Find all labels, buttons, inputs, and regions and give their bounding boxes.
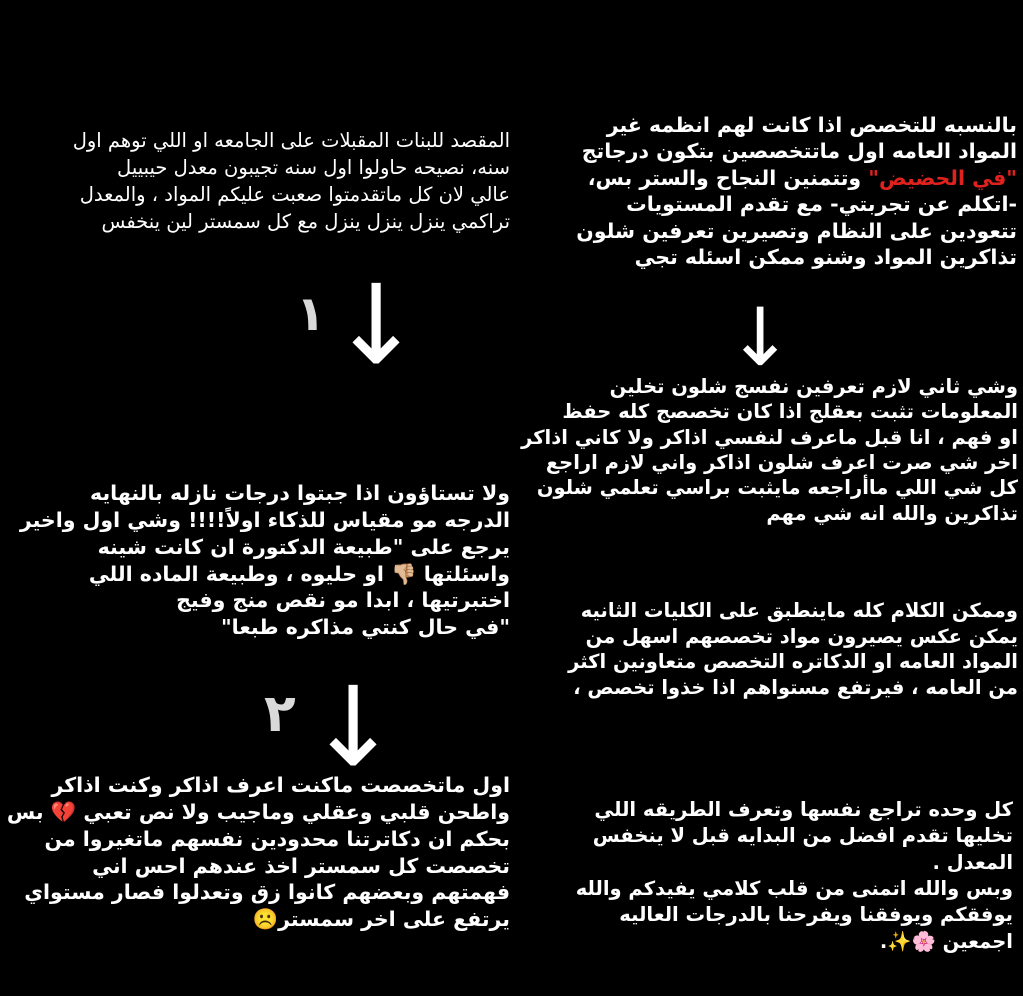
step-number-2: ٢	[264, 684, 296, 744]
text-line: "في حال كنتي مذاكره طبعا"	[220, 615, 510, 640]
text-line: بالنسبه للتخصص اذا كانت لهم انظمه غير	[606, 113, 1017, 137]
text-line: وممكن الكلام كله ماينطبق على الكليات الثانيه	[580, 599, 1018, 622]
text-line: يمكن عكس يصيرون مواد تخصصهم اسهل من	[585, 624, 1018, 648]
text-line: المواد العامه اول ماتتخصصين بتكون درجاتج	[581, 139, 1017, 164]
text-line: كل شي اللي ماأراجعه مايثبت براسي تعلمي شلون	[536, 476, 1018, 500]
text-line: ولا تستاؤون اذا جبتوا درجات نازله بالنهايه	[90, 481, 510, 505]
down-arrow-icon: ↓	[330, 261, 423, 389]
text-line: كل وحده تراجع نفسها وتعرف الطريقه اللي	[594, 798, 1013, 821]
left-intro-text	[5, 128, 510, 236]
highlight-text: "في الحضيض"	[868, 165, 1017, 190]
text-line: او فهم ، انا قبل ماعرف لنفسي اذاكر ولا كاني اذاكر	[521, 425, 1018, 449]
text-line: واسئلتها 👎🏼 او حليوه ، وطبيعة الماده اللي	[88, 561, 510, 586]
text-line: المعدل .	[932, 850, 1013, 874]
text-line: اول ماتخصصت ماكنت اعرف اذاكر وكنت اذاكر	[51, 773, 510, 797]
text-line: يوفقكم ويوفقنا ويفرحنا بالدرجات العاليه	[619, 903, 1013, 927]
text-line: من العامه ، فيرتفع مستواهم اذا خذوا تخصص ،	[573, 676, 1018, 700]
text-line: الدرجه مو مقياس للذكاء اولاً!!!! وشي اول واخير	[19, 507, 510, 532]
text-line: وبس والله اتمنى من قلب كلامي يفيدكم والله	[575, 876, 1013, 900]
text-line: واطحن قلبي وعقلي وماجيب ولا نص تعبي 💔 بس	[6, 799, 510, 824]
text-line: المواد العامه او الدكاتره التخصص متعاونين اكثر	[568, 650, 1018, 674]
text-line: تخصصت كل سمستر اخذ عندهم احس اني	[92, 853, 510, 878]
text-line: اجمعين 🌸✨.	[879, 929, 1013, 953]
right-third-text	[518, 598, 1018, 701]
text-line: يرتفع على اخر سمستر☹️	[252, 907, 510, 932]
text-line: تخليها تقدم افضل من البدايه قبل لا ينخفس	[592, 824, 1013, 848]
text-line: بحكم ان دكاترتنا محدودين نفسهم ماتغيروا من	[44, 826, 510, 851]
text-line: تذاكرين المواد وشنو ممكن اسئله تجي	[634, 245, 1017, 270]
left-bottom-text	[6, 772, 510, 933]
text-line: المقصد للبنات المقبلات على الجامعه او اللي توهم اول	[72, 129, 510, 152]
text-line: تذاكرين والله انه شي مهم	[766, 501, 1018, 525]
text-line: المعلومات تثبت بعقلج اذا كان تخصصج كله حفظ	[562, 400, 1018, 424]
text-line: اخر شي صرت اعرف شلون اذاكر واني لازم اراجع	[545, 451, 1018, 475]
text-line: يرجع على "طبيعة الدكتورة ان كانت شينه	[97, 534, 510, 559]
text-line: -اتكلم عن تجربتي- مع تقدم المستويات	[626, 192, 1017, 217]
step-number-1: ١	[296, 286, 326, 342]
text-line: تراكمي ينزل ينزل ينزل مع كل سمستر لين ينخفس	[101, 209, 510, 233]
text-line-highlight	[525, 165, 1017, 191]
right-closing-text	[538, 797, 1013, 955]
down-arrow-icon: ↓	[726, 291, 794, 384]
text-line: تتعودين على النظام وتصيرين تعرفين شلون	[576, 218, 1017, 243]
text-line: سنه، نصيحه حاولوا اول سنه تجيبون معدل حيبييل	[117, 155, 510, 179]
down-arrow-icon: ↓	[307, 663, 400, 791]
text-line: وشي ثاني لازم تعرفين نفسج شلون تخلين	[609, 375, 1018, 398]
left-middle-text	[10, 480, 510, 641]
text-segment: وتتمنين النجاح والستر بس،	[587, 165, 869, 190]
text-line: فهمتهم وبعضهم كانوا زق وتعدلوا فصار مستواي	[24, 880, 510, 905]
right-intro-text	[525, 112, 1017, 271]
right-second-text	[518, 374, 1018, 526]
text-line: عالي لان كل ماتقدمتوا صعبت عليكم المواد ، والمعدل	[79, 182, 510, 206]
text-line: اختبرتيها ، ابدا مو نقص منج وفيج	[176, 588, 510, 613]
